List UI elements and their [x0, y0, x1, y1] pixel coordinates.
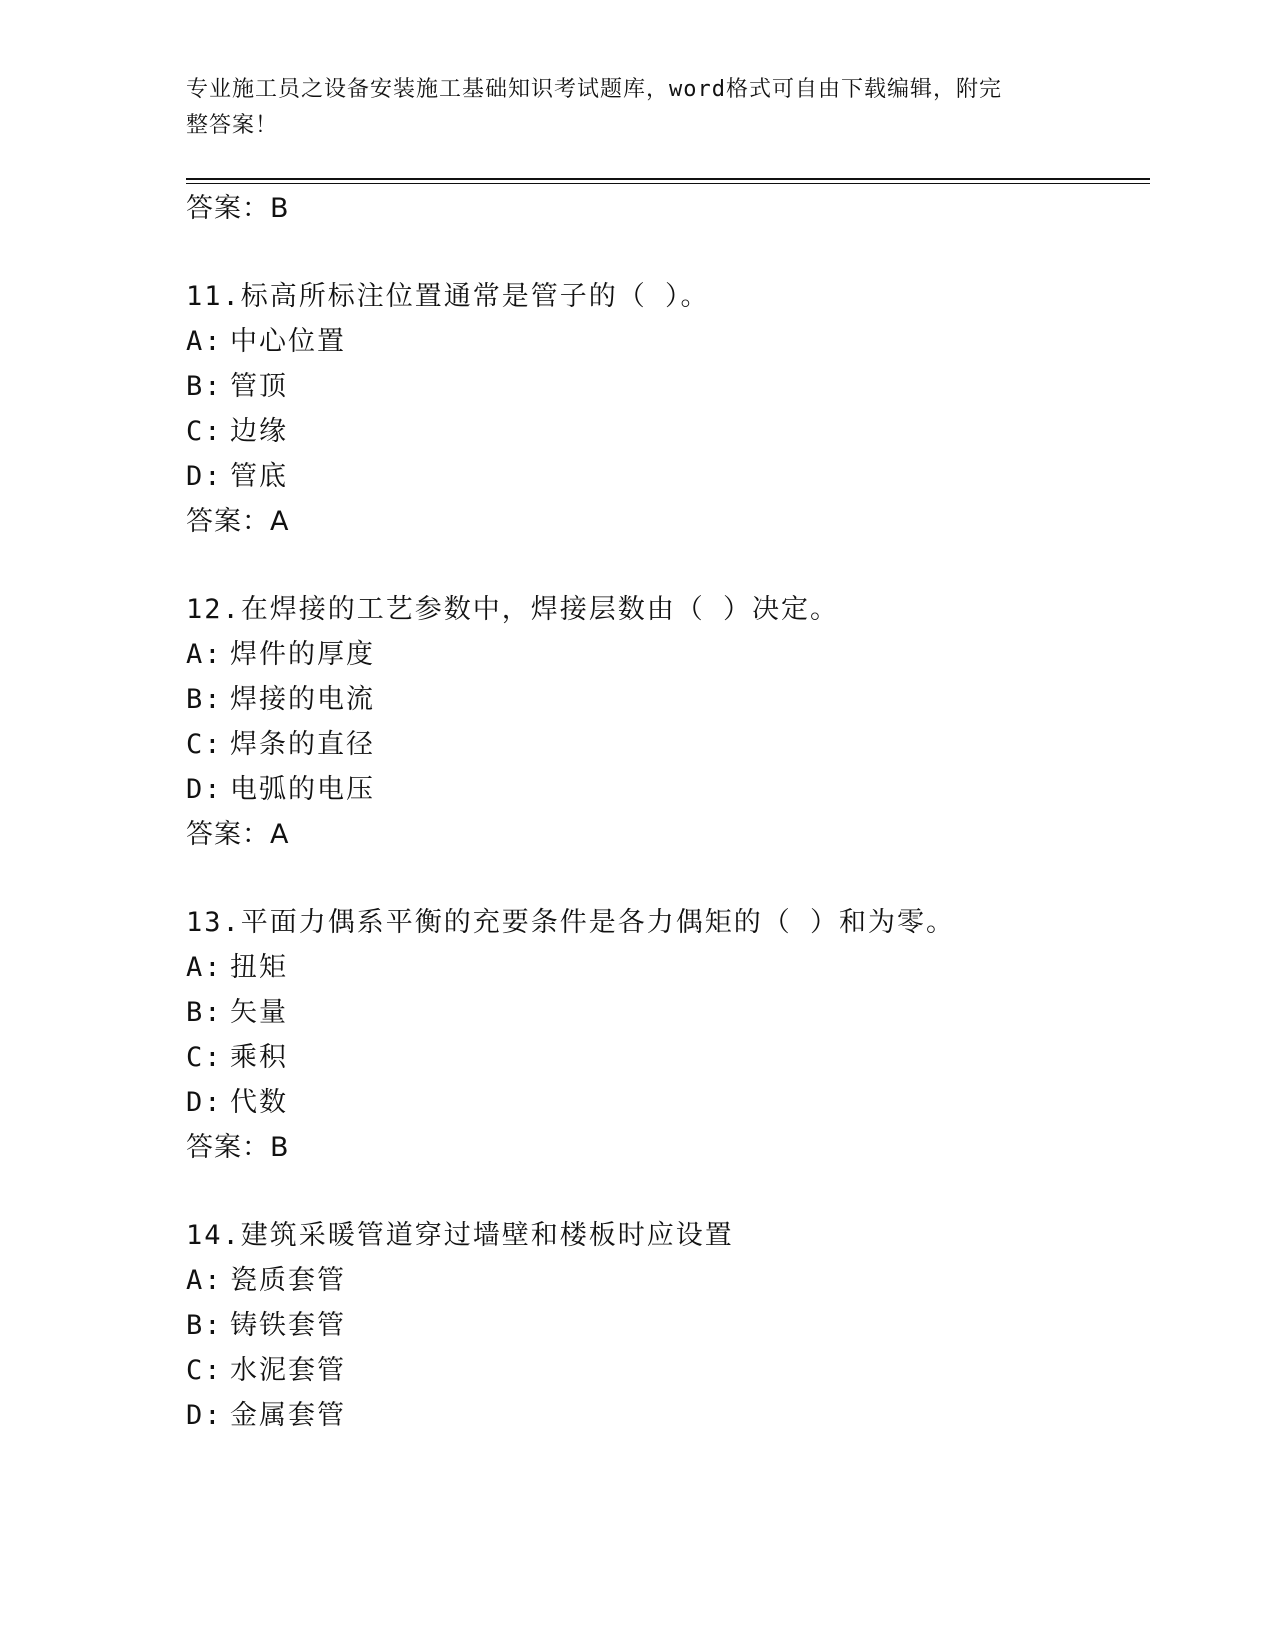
header-line-2: 整答案！ — [186, 113, 279, 138]
option-text: 焊接的电流 — [230, 684, 375, 715]
option-c — [186, 1035, 1150, 1080]
question-text: 14.建筑采暖管道穿过墙壁和楼板时应设置 — [186, 1220, 734, 1251]
option-text: 中心位置 — [230, 326, 346, 357]
option-c — [186, 1348, 1150, 1393]
option-letter: C: — [186, 1355, 223, 1386]
option-text: 焊件的厚度 — [230, 639, 375, 670]
option-a — [186, 1258, 1150, 1303]
option-text: 电弧的电压 — [230, 774, 375, 805]
option-d — [186, 454, 1150, 499]
option-letter: C: — [186, 1042, 223, 1073]
option-a — [186, 945, 1150, 990]
option-letter: C: — [186, 416, 223, 447]
answer: 答案：B — [186, 1132, 290, 1163]
question-11 — [186, 274, 1150, 544]
document-header — [186, 72, 1066, 144]
option-letter: D: — [186, 774, 223, 805]
question-list — [186, 186, 1150, 1438]
header-divider-thin — [186, 183, 1150, 184]
question-text: 12.在焊接的工艺参数中，焊接层数由（ ）决定。 — [186, 594, 840, 625]
option-text: 铸铁套管 — [230, 1310, 346, 1341]
question-12 — [186, 587, 1150, 857]
option-letter: D: — [186, 461, 223, 492]
option-text: 金属套管 — [230, 1400, 346, 1431]
option-letter: B: — [186, 684, 223, 715]
option-text: 管底 — [230, 461, 288, 492]
option-text: 水泥套管 — [230, 1355, 346, 1386]
option-letter: B: — [186, 371, 223, 402]
option-c — [186, 722, 1150, 767]
option-text: 边缘 — [230, 416, 288, 447]
option-letter: A: — [186, 1265, 223, 1296]
option-letter: B: — [186, 997, 223, 1028]
answer: 答案：A — [186, 506, 290, 537]
option-text: 矢量 — [230, 997, 288, 1028]
previous-answer: 答案：B — [186, 193, 290, 224]
answer: 答案：A — [186, 819, 290, 850]
option-text: 焊条的直径 — [230, 729, 375, 760]
option-text: 瓷质套管 — [230, 1265, 346, 1296]
option-b — [186, 364, 1150, 409]
option-b — [186, 1303, 1150, 1348]
question-14 — [186, 1213, 1150, 1438]
option-letter: D: — [186, 1087, 223, 1118]
option-letter: B: — [186, 1310, 223, 1341]
option-letter: A: — [186, 952, 223, 983]
option-letter: A: — [186, 326, 223, 357]
option-text: 代数 — [230, 1087, 288, 1118]
option-text: 管顶 — [230, 371, 288, 402]
option-letter: D: — [186, 1400, 223, 1431]
option-a — [186, 319, 1150, 364]
option-d — [186, 1393, 1150, 1438]
question-text: 11.标高所标注位置通常是管子的（ ）。 — [186, 281, 710, 312]
question-text: 13.平面力偶系平衡的充要条件是各力偶矩的（ ）和为零。 — [186, 907, 956, 938]
option-c — [186, 409, 1150, 454]
option-d — [186, 1080, 1150, 1125]
option-a — [186, 632, 1150, 677]
option-letter: C: — [186, 729, 223, 760]
option-b — [186, 677, 1150, 722]
option-d — [186, 767, 1150, 812]
header-line-1: 专业施工员之设备安装施工基础知识考试题库，word格式可自由下载编辑，附完 — [186, 77, 1002, 102]
option-b — [186, 990, 1150, 1035]
header-divider-thick — [186, 178, 1150, 180]
option-text: 扭矩 — [230, 952, 288, 983]
option-letter: A: — [186, 639, 223, 670]
question-13 — [186, 900, 1150, 1170]
option-text: 乘积 — [230, 1042, 288, 1073]
